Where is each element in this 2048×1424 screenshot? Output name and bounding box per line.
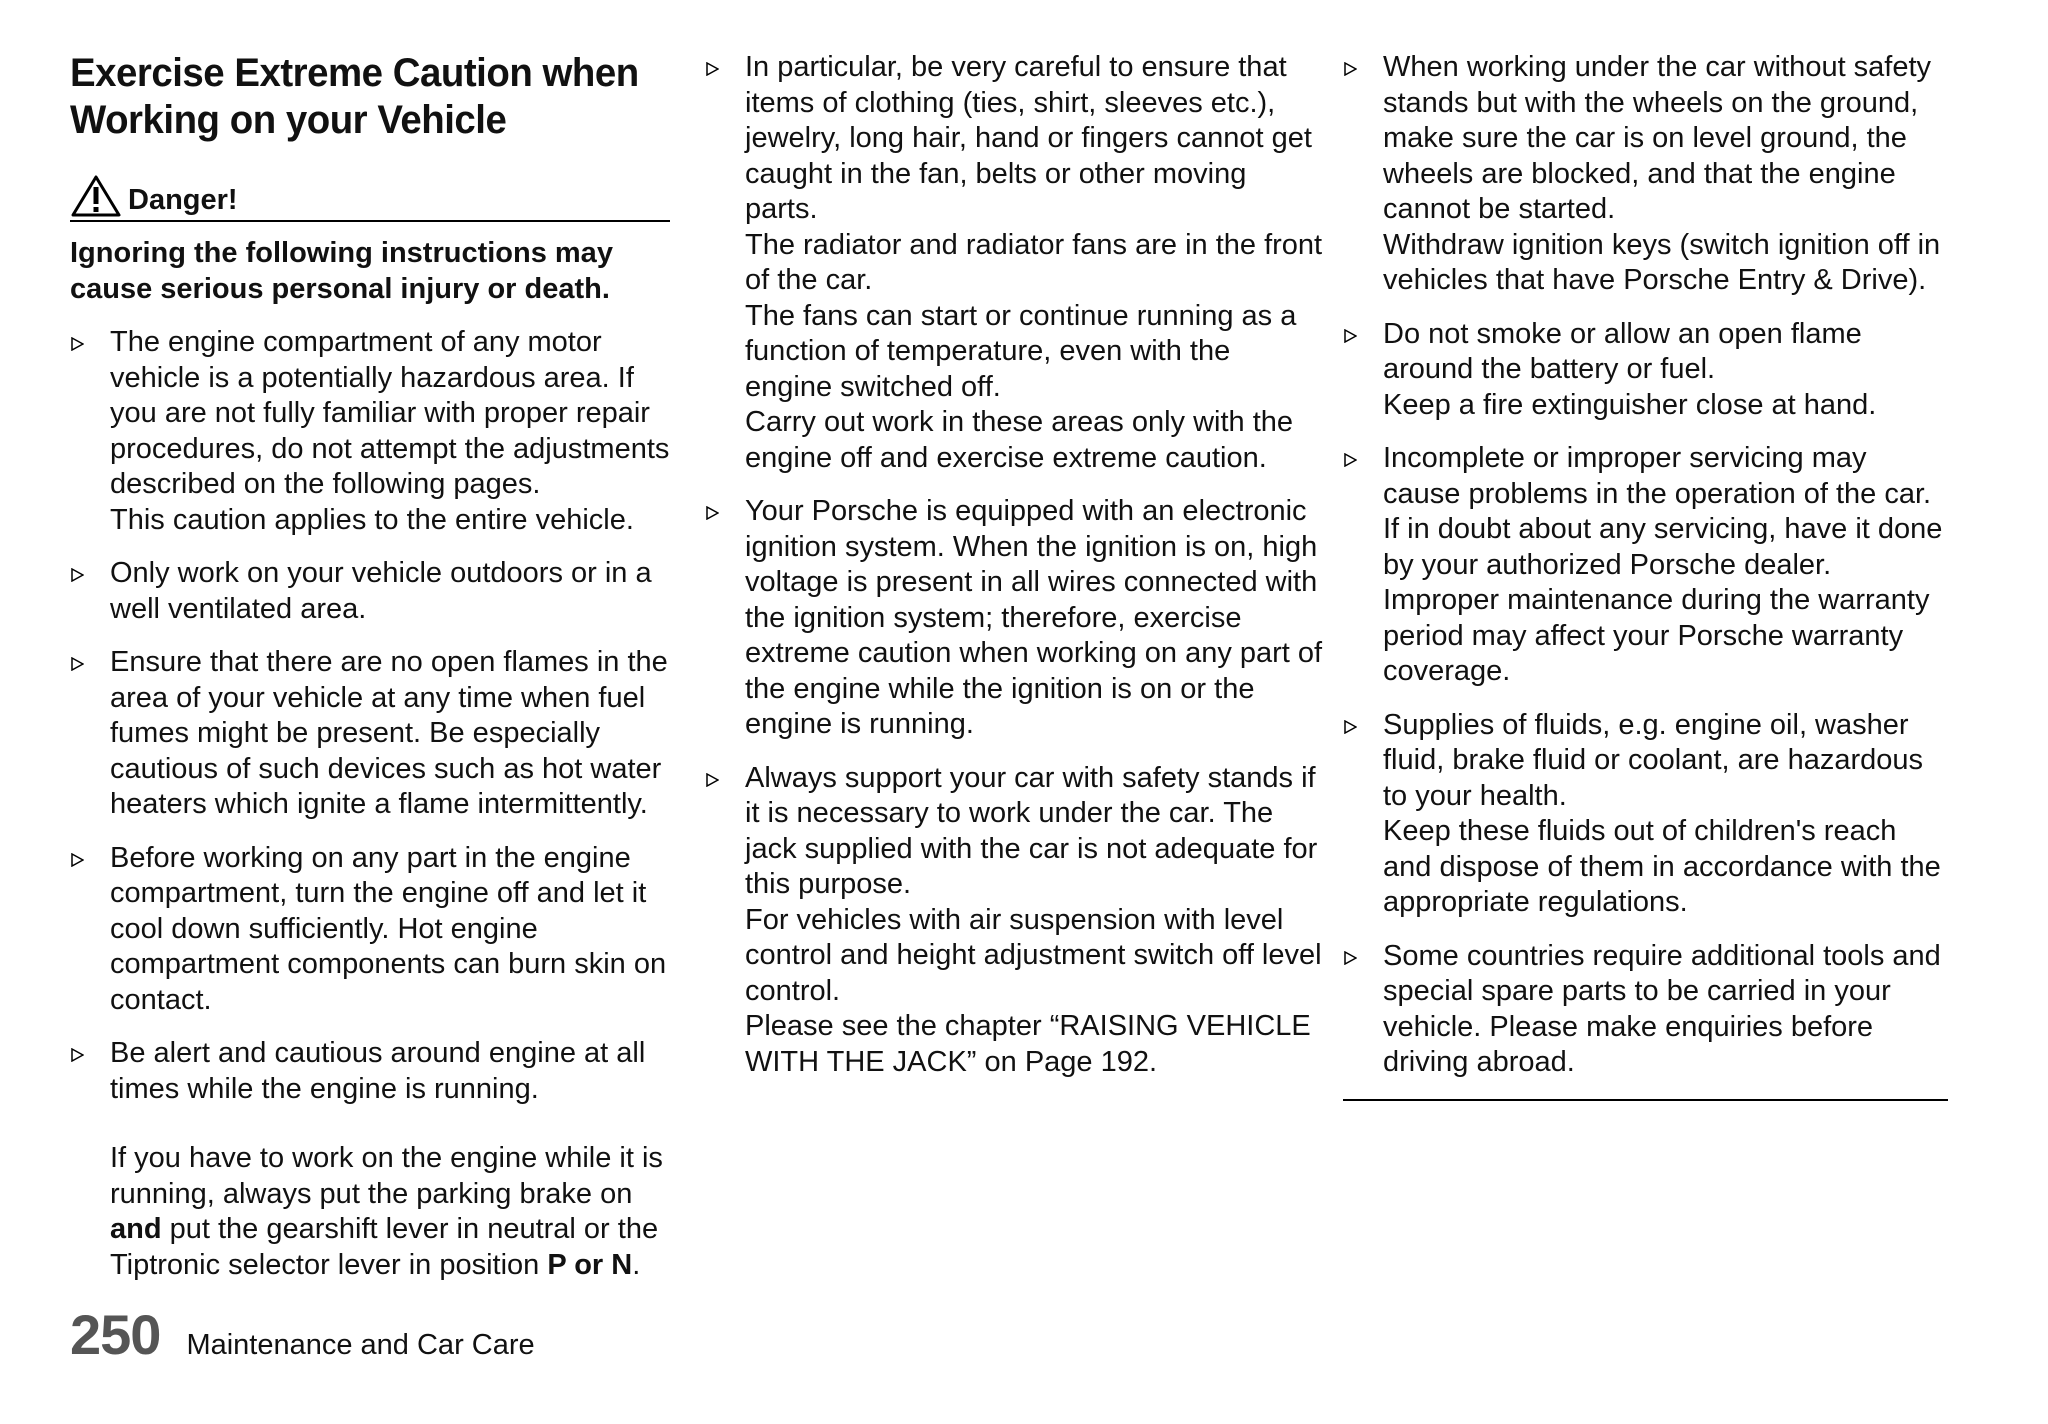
bullet-text: Carry out work in these areas only with the engine off and exercise extreme caution. <box>745 406 1294 474</box>
bullet-triangle-icon <box>1343 329 1357 343</box>
bullet-triangle-icon <box>70 657 84 671</box>
col1-bullet-list <box>70 325 670 1107</box>
bullet-text: Some countries require additional tools and special spare parts to be carried in your vehicle. Please make enquiries before driving abroad. <box>1383 939 1941 1078</box>
bullet-text: Ensure that there are no open flames in the area of your vehicle at any time when fuel fumes might be present. Be especially cautious of such devices such as hot water heaters which ignite a flame intermittently. <box>110 646 668 820</box>
bullet-text: Keep a fire extinguisher close at hand. <box>1383 388 1877 421</box>
bullet-item <box>705 50 1325 476</box>
bullet-item <box>70 841 670 1019</box>
bullet-text: Withdraw ignition keys (switch ignition off in vehicles that have Porsche Entry & Drive). <box>1383 228 1941 296</box>
bullet-triangle-icon <box>70 337 84 351</box>
bullet-text: The engine compartment of any motor vehicle is a potentially hazardous area. If you are not fully familiar with proper repair procedures, do not attempt the adjustments described on the following pages. <box>110 326 670 500</box>
engine-running-text <box>110 1141 670 1283</box>
col3-bullet-list <box>1343 50 1948 1081</box>
bullet-text: In particular, be very careful to ensure that items of clothing (ties, shirt, sleeves etc.), jewelry, long hair, hand or fingers cannot get caught in the fan, belts or other moving parts. <box>745 51 1312 225</box>
bullet-text: Supplies of fluids, e.g. engine oil, washer fluid, brake fluid or coolant, are hazardous to your health. <box>1383 708 1924 812</box>
bullet-triangle-icon <box>70 568 84 582</box>
bullet-item <box>70 325 670 538</box>
bullet-item <box>70 645 670 823</box>
bullet-triangle-icon <box>1343 720 1357 734</box>
note-bold-and: and <box>110 1213 162 1245</box>
bullet-text: Before working on any part in the engine compartment, turn the engine off and let it cool down sufficiently. Hot engine compartment components can burn skin on contact. <box>110 841 667 1016</box>
bullet-triangle-icon <box>70 1048 84 1062</box>
bullet-item <box>1343 317 1948 424</box>
bullet-item <box>705 761 1325 1081</box>
bullet-triangle-icon <box>705 506 719 520</box>
bullet-item <box>1343 441 1948 690</box>
section-end-rule <box>1343 1099 1948 1101</box>
column-right <box>1343 50 1948 1101</box>
engine-running-note <box>70 1141 670 1283</box>
bullet-triangle-icon <box>705 773 719 787</box>
bullet-triangle-icon <box>1343 453 1357 467</box>
bullet-triangle-icon <box>1343 62 1357 76</box>
section-title: Maintenance and Car Care <box>186 1329 535 1361</box>
bullet-text: The radiator and radiator fans are in the front of the car. <box>745 228 1323 296</box>
bullet-text: Incomplete or improper servicing may cause problems in the operation of the car. If in doubt about any servicing, have it done by your authorized Porsche dealer. <box>1383 442 1943 581</box>
danger-header <box>70 174 670 222</box>
bullet-item <box>1343 50 1948 299</box>
bullet-item <box>705 494 1325 743</box>
bullet-text: Your Porsche is equipped with an electronic ignition system. When the ignition is on, high voltage is present in all wires connected with the ignition system; therefore, exercise extreme caution when working on any part of the engine while the ignition is on or the engine is running. <box>745 495 1323 740</box>
bullet-item <box>70 556 670 627</box>
danger-intro: Ignoring the following instructions may cause serious personal injury or death. <box>70 237 613 305</box>
page-number: 250 <box>70 1303 161 1366</box>
danger-label: Danger! <box>128 184 238 216</box>
bullet-text: Always support your car with safety stands if it is necessary to work under the car. The jack supplied with the car is not adequate for this purpose. <box>745 761 1318 900</box>
note-text-3: . <box>632 1248 641 1281</box>
bullet-triangle-icon <box>70 853 84 867</box>
column-left <box>70 50 670 1283</box>
warning-triangle-icon <box>70 174 122 218</box>
note-text-1: If you have to work on the engine while it is running, always put the parking brake on <box>110 1142 663 1210</box>
page-heading: Exercise Extreme Caution when Working on your Vehicle <box>70 51 639 142</box>
bullet-triangle-icon <box>1343 951 1357 965</box>
bullet-text: When working under the car without safety stands but with the wheels on the ground, make sure the car is on level ground, the wheels are blocked, and that the engine cannot be started. <box>1383 51 1932 225</box>
note-text-2: put the gearshift lever in neutral or the Tiptronic selector lever in position <box>110 1213 659 1281</box>
bullet-text: Do not smoke or allow an open flame around the battery or fuel. <box>1383 317 1862 385</box>
bullet-text: Please see the chapter “RAISING VEHICLE WITH THE JACK” on Page 192. <box>745 1010 1311 1078</box>
bullet-item <box>1343 708 1948 921</box>
bullet-text: Be alert and cautious around engine at all times while the engine is running. <box>110 1037 646 1105</box>
bullet-text: For vehicles with air suspension with level control and height adjustment switch off level control. <box>745 903 1322 1007</box>
bullet-text: The fans can start or continue running as a function of temperature, even with the engine switched off. <box>745 299 1297 403</box>
bullet-text: Improper maintenance during the warranty period may affect your Porsche warranty coverage. <box>1383 584 1930 687</box>
bullet-item <box>1343 939 1948 1081</box>
bullet-text: Keep these fluids out of children's reach and dispose of them in accordance with the appropriate regulations. <box>1383 815 1941 918</box>
bullet-text: Only work on your vehicle outdoors or in a well ventilated area. <box>110 557 652 625</box>
bullet-text: This caution applies to the entire vehicle. <box>110 503 634 536</box>
column-middle <box>705 50 1325 1098</box>
page-footer <box>70 1305 535 1365</box>
bullet-triangle-icon <box>705 62 719 76</box>
note-bold-position: P or N <box>547 1248 633 1281</box>
col2-bullet-list <box>705 50 1325 1080</box>
bullet-item <box>70 1036 670 1107</box>
